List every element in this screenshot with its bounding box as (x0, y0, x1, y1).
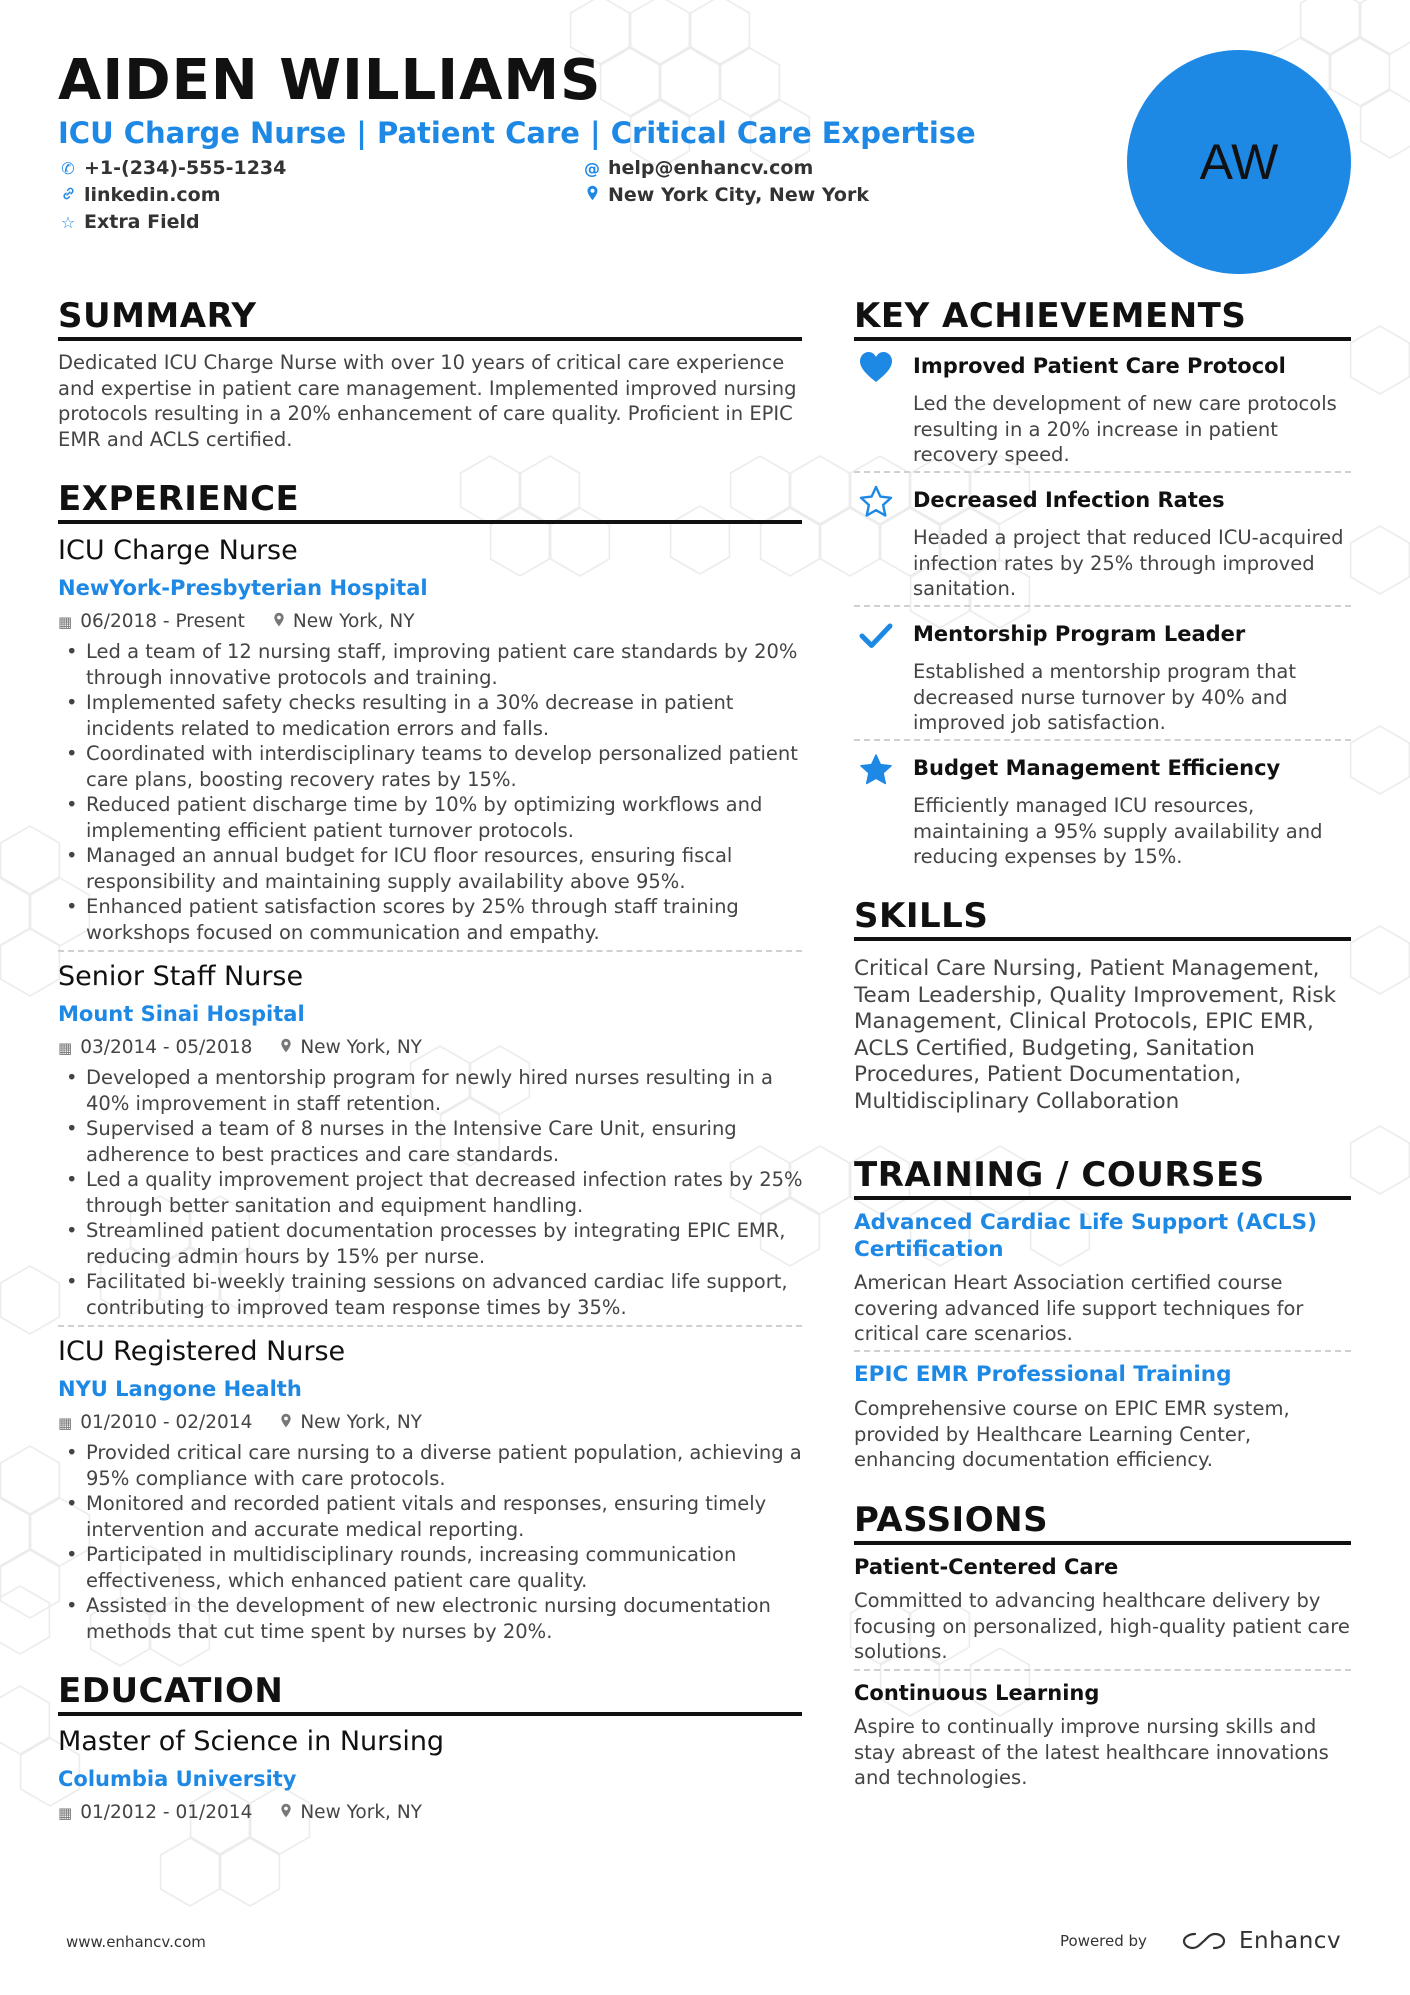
education-heading: EDUCATION (58, 1671, 284, 1711)
school-name: Columbia University (58, 1767, 297, 1791)
star-outline-icon (858, 484, 894, 520)
linkedin-text: linkedin.com (84, 184, 221, 206)
achievement-title: Decreased Infection Rates (913, 488, 1225, 512)
contact-email[interactable] (584, 157, 813, 179)
list-item: • Implemented safety checks resulting in a 30% decrease in patient incidents related to medication errors and falls. (86, 690, 804, 741)
passion-title: Patient-Centered Care (854, 1555, 1119, 1579)
achievement-title: Mentorship Program Leader (913, 622, 1246, 646)
training-rule (854, 1196, 1351, 1200)
job-meta (58, 611, 415, 632)
extra-text: Extra Field (84, 211, 200, 233)
location-pin-icon (280, 1038, 292, 1057)
education-location: New York, NY (300, 1802, 422, 1823)
list-item: • Reduced patient discharge time by 10% by optimizing workflows and implementing efficient patient turnover protocols. (86, 792, 804, 843)
star-filled-icon (858, 752, 894, 788)
skills-rule (854, 937, 1351, 941)
job-title: ICU Registered Nurse (58, 1336, 346, 1367)
location-pin-icon (280, 1413, 292, 1432)
list-item: • Coordinated with interdisciplinary teams to develop personalized patient care plans, boosting recovery rates by 15%. (86, 741, 804, 792)
divider (58, 1325, 802, 1327)
training-heading: TRAINING / COURSES (854, 1155, 1265, 1195)
achievement-desc: Led the development of new care protocols resulting in a 20% increase in patient recovery speed. (913, 392, 1337, 466)
degree-title: Master of Science in Nursing (58, 1726, 445, 1757)
divider (854, 1350, 1351, 1352)
passion-title: Continuous Learning (854, 1681, 1100, 1705)
passion-desc: Committed to advancing healthcare delivery by focusing on personalized, high-quality patient care solutions. (854, 1589, 1350, 1663)
list-item: • Participated in multidisciplinary rounds, increasing communication effectiveness, which enhanced patient care quality. (86, 1542, 804, 1593)
list-item: • Led a team of 12 nursing staff, improving patient care standards by 20% through innovative protocols and training. (86, 639, 804, 690)
contact-extra (60, 211, 200, 233)
calendar-icon: ▦ (58, 612, 73, 631)
heart-icon (858, 350, 894, 386)
list-item: • Assisted in the development of new electronic nursing documentation methods that cut time spent by nurses by 20%. (86, 1593, 804, 1644)
divider (854, 471, 1351, 473)
job-dates: 06/2018 - Present (80, 611, 245, 632)
experience-rule (58, 520, 802, 524)
powered-by-text: Powered by (1060, 1932, 1147, 1950)
education-meta (58, 1802, 422, 1823)
job-dates: 01/2010 - 02/2014 (80, 1412, 253, 1433)
education-rule (58, 1712, 802, 1716)
email-text: help@enhancv.com (608, 157, 814, 179)
passion-desc: Aspire to continually improve nursing skills and stay abreast of the latest healthcare innovations and technologies. (854, 1715, 1329, 1789)
company-name: NYU Langone Health (58, 1377, 302, 1401)
list-item: • Monitored and recorded patient vitals and responses, ensuring timely intervention and accurate medical reporting. (86, 1491, 804, 1542)
enhancv-logo-icon (1181, 1929, 1227, 1953)
avatar-initials: AW (1199, 134, 1279, 190)
divider (854, 1669, 1351, 1671)
candidate-name: AIDEN WILLIAMS (58, 48, 602, 113)
job-meta (58, 1037, 422, 1058)
enhancv-brand: Enhancv (1238, 1928, 1342, 1954)
list-item: • Led a quality improvement project that decreased infection rates by 25% through better sanitation and equipment handling. (86, 1167, 804, 1218)
achievement-desc: Headed a project that reduced ICU-acquired infection rates by 25% through improved sanitation. (913, 526, 1344, 600)
list-item: • Developed a mentorship program for newly hired nurses resulting in a 40% improvement in staff retention. (86, 1065, 804, 1116)
location-pin-icon (280, 1803, 292, 1822)
contact-linkedin[interactable] (60, 184, 221, 206)
job-bullets (58, 1440, 804, 1644)
job-bullets (58, 639, 804, 945)
achievement-desc: Established a mentorship program that decreased nurse turnover by 40% and improved job satisfaction. (913, 660, 1297, 734)
list-item: • Provided critical care nursing to a diverse patient population, achieving a 95% compliance with care protocols. (86, 1440, 804, 1491)
phone-text: +1-(234)-555-1234 (84, 157, 287, 179)
skills-text: Critical Care Nursing, Patient Management, Team Leadership, Quality Improvement, Risk Management, Clinical Protocols, EPIC EMR, ACLS Certified, Budgeting, Sanitation Procedures, Patient Documentation, Multidisciplinary Collaboration (854, 956, 1337, 1114)
achievements-rule (854, 337, 1351, 341)
location-text: New York City, New York (608, 184, 869, 206)
skills-heading: SKILLS (854, 896, 989, 936)
contact-location (584, 184, 869, 206)
divider (58, 950, 802, 952)
summary-text: Dedicated ICU Charge Nurse with over 10 years of critical care experience and expertise in patient care management. Implemented improved nursing protocols resulting in a 20% enhancement of care quality. Proficient in EPIC EMR and ACLS certified. (58, 351, 797, 451)
list-item: • Streamlined patient documentation processes by integrating EPIC EMR, reducing admin hours by 15% per nurse. (86, 1218, 804, 1269)
course-desc: Comprehensive course on EPIC EMR system, provided by Healthcare Learning Center, enhancing documentation efficiency. (854, 1397, 1290, 1471)
company-name: NewYork-Presbyterian Hospital (58, 576, 428, 600)
list-item: • Managed an annual budget for ICU floor resources, ensuring fiscal responsibility and maintaining supply availability above 95%. (86, 843, 804, 894)
job-meta (58, 1412, 422, 1433)
job-bullets (58, 1065, 804, 1320)
summary-heading: SUMMARY (58, 296, 257, 336)
at-icon: @ (584, 158, 600, 178)
job-title: Senior Staff Nurse (58, 961, 304, 992)
company-name: Mount Sinai Hospital (58, 1002, 305, 1026)
calendar-icon: ▦ (58, 1038, 73, 1057)
summary-rule (58, 337, 802, 341)
list-item: • Facilitated bi-weekly training sessions on advanced cardiac life support, contributing to improved team response times by 35%. (86, 1269, 804, 1320)
contact-phone[interactable] (60, 157, 286, 179)
footer-powered-by (1060, 1928, 1341, 1954)
passions-rule (854, 1541, 1351, 1545)
course-title: Advanced Cardiac Life Support (ACLS) Certification (854, 1210, 1317, 1262)
location-pin-icon (584, 185, 600, 205)
candidate-headline: ICU Charge Nurse | Patient Care | Critical Care Expertise (58, 116, 976, 150)
job-location: New York, NY (300, 1412, 422, 1433)
job-dates: 03/2014 - 05/2018 (80, 1037, 253, 1058)
divider (854, 739, 1351, 741)
check-icon (858, 618, 894, 654)
divider (854, 605, 1351, 607)
calendar-icon: ▦ (58, 1413, 73, 1432)
star-icon: ☆ (60, 212, 76, 232)
avatar (1127, 50, 1351, 274)
achievement-title: Budget Management Efficiency (913, 756, 1281, 780)
achievements-heading: KEY ACHIEVEMENTS (854, 296, 1247, 336)
list-item: • Supervised a team of 8 nurses in the Intensive Care Unit, ensuring adherence to best practices and care standards. (86, 1116, 804, 1167)
location-pin-icon (273, 612, 285, 631)
list-item: • Enhanced patient satisfaction scores by 25% through staff training workshops focused on communication and empathy. (86, 894, 804, 945)
course-title: EPIC EMR Professional Training (854, 1362, 1232, 1387)
achievement-desc: Efficiently managed ICU resources, maintaining a 95% supply availability and reducing expenses by 15%. (913, 794, 1323, 868)
calendar-icon: ▦ (58, 1803, 73, 1822)
course-desc: American Heart Association certified course covering advanced life support techniques for critical care scenarios. (854, 1271, 1304, 1345)
achievement-title: Improved Patient Care Protocol (913, 354, 1286, 378)
footer-website[interactable]: www.enhancv.com (66, 1933, 206, 1951)
job-location: New York, NY (292, 611, 415, 632)
passions-heading: PASSIONS (854, 1500, 1049, 1540)
job-location: New York, NY (300, 1037, 422, 1058)
education-dates: 01/2012 - 01/2014 (80, 1802, 253, 1823)
experience-heading: EXPERIENCE (58, 479, 300, 519)
phone-icon: ✆ (61, 158, 75, 178)
job-title: ICU Charge Nurse (58, 535, 298, 566)
link-icon (60, 186, 76, 205)
